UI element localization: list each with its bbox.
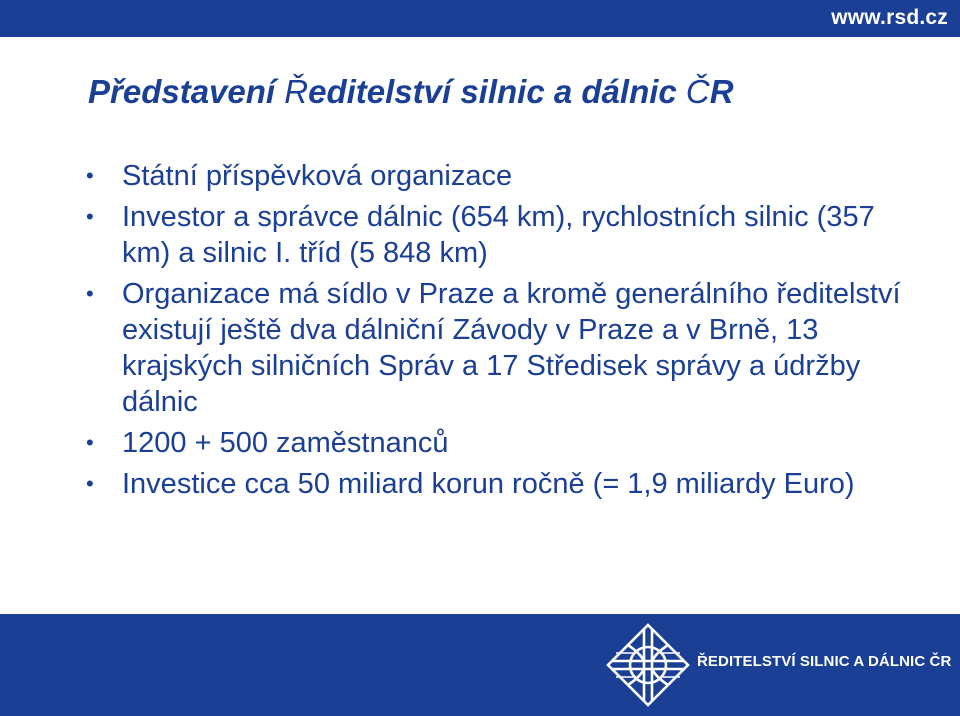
logo-text: ŘEDITELSTVÍ SILNIC A DÁLNIC ČR [697, 653, 952, 670]
bullet-item [78, 199, 928, 271]
site-url[interactable]: www.rsd.cz [831, 6, 948, 29]
bullet-item [78, 466, 928, 502]
bullet-text: Organizace má sídlo v Praze a kromě generálního ředitelství existují ještě dva dálniční Závody v Praze a v Brně, 13 krajských silničních Správ a 17 Středisek správy a údržby dálnic [122, 278, 901, 418]
title-part-1: Představení [88, 73, 285, 110]
bullet-text: Investice cca 50 miliard korun ročně (= 1,9 miliardy Euro) [122, 468, 855, 500]
bullet-item [78, 425, 928, 461]
page-title [88, 72, 734, 112]
bullet-text: Státní příspěvková organizace [122, 160, 513, 192]
bullet-icon: • [86, 204, 94, 229]
highway-interchange-logo-icon [606, 623, 690, 707]
bullet-text: Investor a správce dálnic (654 km), rychlostních silnic (357 km) a silnic I. tříd (5 848 km) [122, 201, 875, 269]
bullet-item [78, 158, 928, 194]
title-part-4: Č [685, 73, 710, 110]
bullet-icon: • [86, 471, 94, 496]
bullet-icon: • [86, 163, 94, 188]
title-part-5: R [709, 73, 734, 110]
top-bar [0, 0, 960, 37]
bullet-text: 1200 + 500 zaměstnanců [122, 427, 449, 459]
bullet-icon: • [86, 281, 94, 306]
bullet-item [78, 276, 928, 420]
bullet-list [78, 158, 928, 507]
title-part-2: Ř [284, 73, 309, 110]
bullet-icon: • [86, 430, 94, 455]
title-part-3: editelství silnic a dálnic [308, 73, 686, 110]
